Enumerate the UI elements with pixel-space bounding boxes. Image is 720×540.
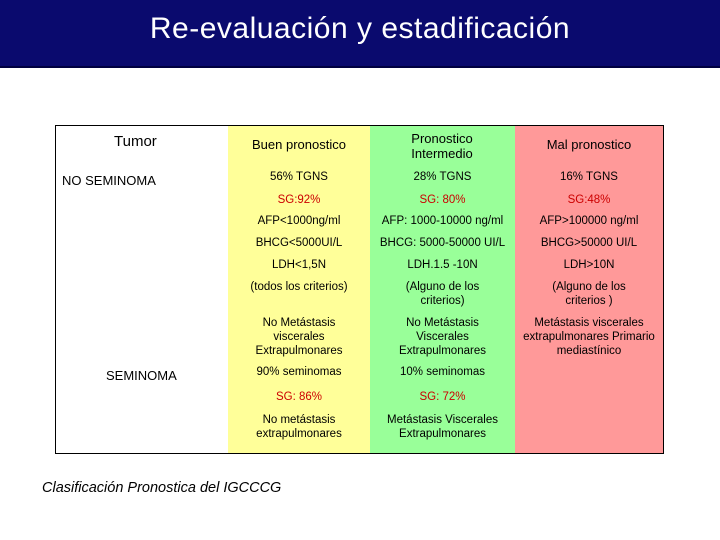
sem-mid-percent: 10% seminomas: [399, 366, 485, 378]
ns-mid-ldh: LDH.1.5 -10N: [407, 259, 478, 271]
ns-mid-percent: 28% TGNS: [413, 171, 472, 183]
sem-mid-metastasis: Metástasis Viscerales Extrapulmonares: [387, 414, 498, 440]
ns-good-percent: 56% TGNS: [270, 171, 328, 183]
sem-mid-survival: SG: 72%: [419, 391, 466, 403]
ns-bad-survival: SG:48%: [567, 194, 611, 206]
ns-good-bhcg: BHCG<5000UI/L: [255, 237, 343, 249]
ns-mid-afp: AFP: 1000-10000 ng/ml: [381, 215, 504, 227]
ns-bad-criteria: (Alguno de los criterios ): [552, 281, 626, 307]
ns-good-ldh: LDH<1,5N: [271, 259, 326, 271]
header-poor: Mal pronostico: [546, 136, 632, 152]
ns-bad-afp: AFP>100000 ng/ml: [539, 215, 639, 227]
ns-mid-criteria: (Alguno de los criterios): [405, 281, 480, 307]
ns-good-criteria: (todos los criterios): [250, 281, 348, 293]
ns-mid-metastasis: No Metástasis Viscerales Extrapulmonares: [399, 317, 486, 357]
slide-title: Re-evaluación y estadificación: [149, 12, 571, 45]
title-bar: [0, 0, 720, 68]
ns-bad-ldh: LDH>10N: [563, 259, 615, 271]
header-intermediate: Pronostico Intermedio: [411, 131, 473, 161]
sem-good-percent: 90% seminomas: [256, 366, 342, 378]
prognostic-table: [55, 125, 664, 454]
ns-good-survival: SG:92%: [277, 194, 321, 206]
sem-good-metastasis: No metástasis extrapulmonares: [256, 414, 342, 440]
ns-good-metastasis: No Metástasis viscerales Extrapulmonares: [255, 317, 343, 357]
header-tumor: Tumor: [114, 133, 157, 150]
ns-bad-metastasis: Metástasis viscerales extrapulmonares Primario mediastínico: [523, 317, 655, 357]
ns-mid-survival: SG: 80%: [419, 194, 466, 206]
row-label-non-seminoma: NO SEMINOMA: [62, 173, 156, 188]
ns-mid-bhcg: BHCG: 5000-50000 UI/L: [379, 237, 506, 249]
footer-caption: Clasificación Pronostica del IGCCCG: [42, 480, 282, 496]
header-good: Buen pronostico: [252, 136, 346, 152]
ns-bad-bhcg: BHCG>50000 UI/L: [540, 237, 638, 249]
ns-good-afp: AFP<1000ng/ml: [257, 215, 341, 227]
row-label-seminoma: SEMINOMA: [106, 368, 177, 383]
sem-good-survival: SG: 86%: [275, 391, 323, 403]
ns-bad-percent: 16% TGNS: [560, 171, 618, 183]
